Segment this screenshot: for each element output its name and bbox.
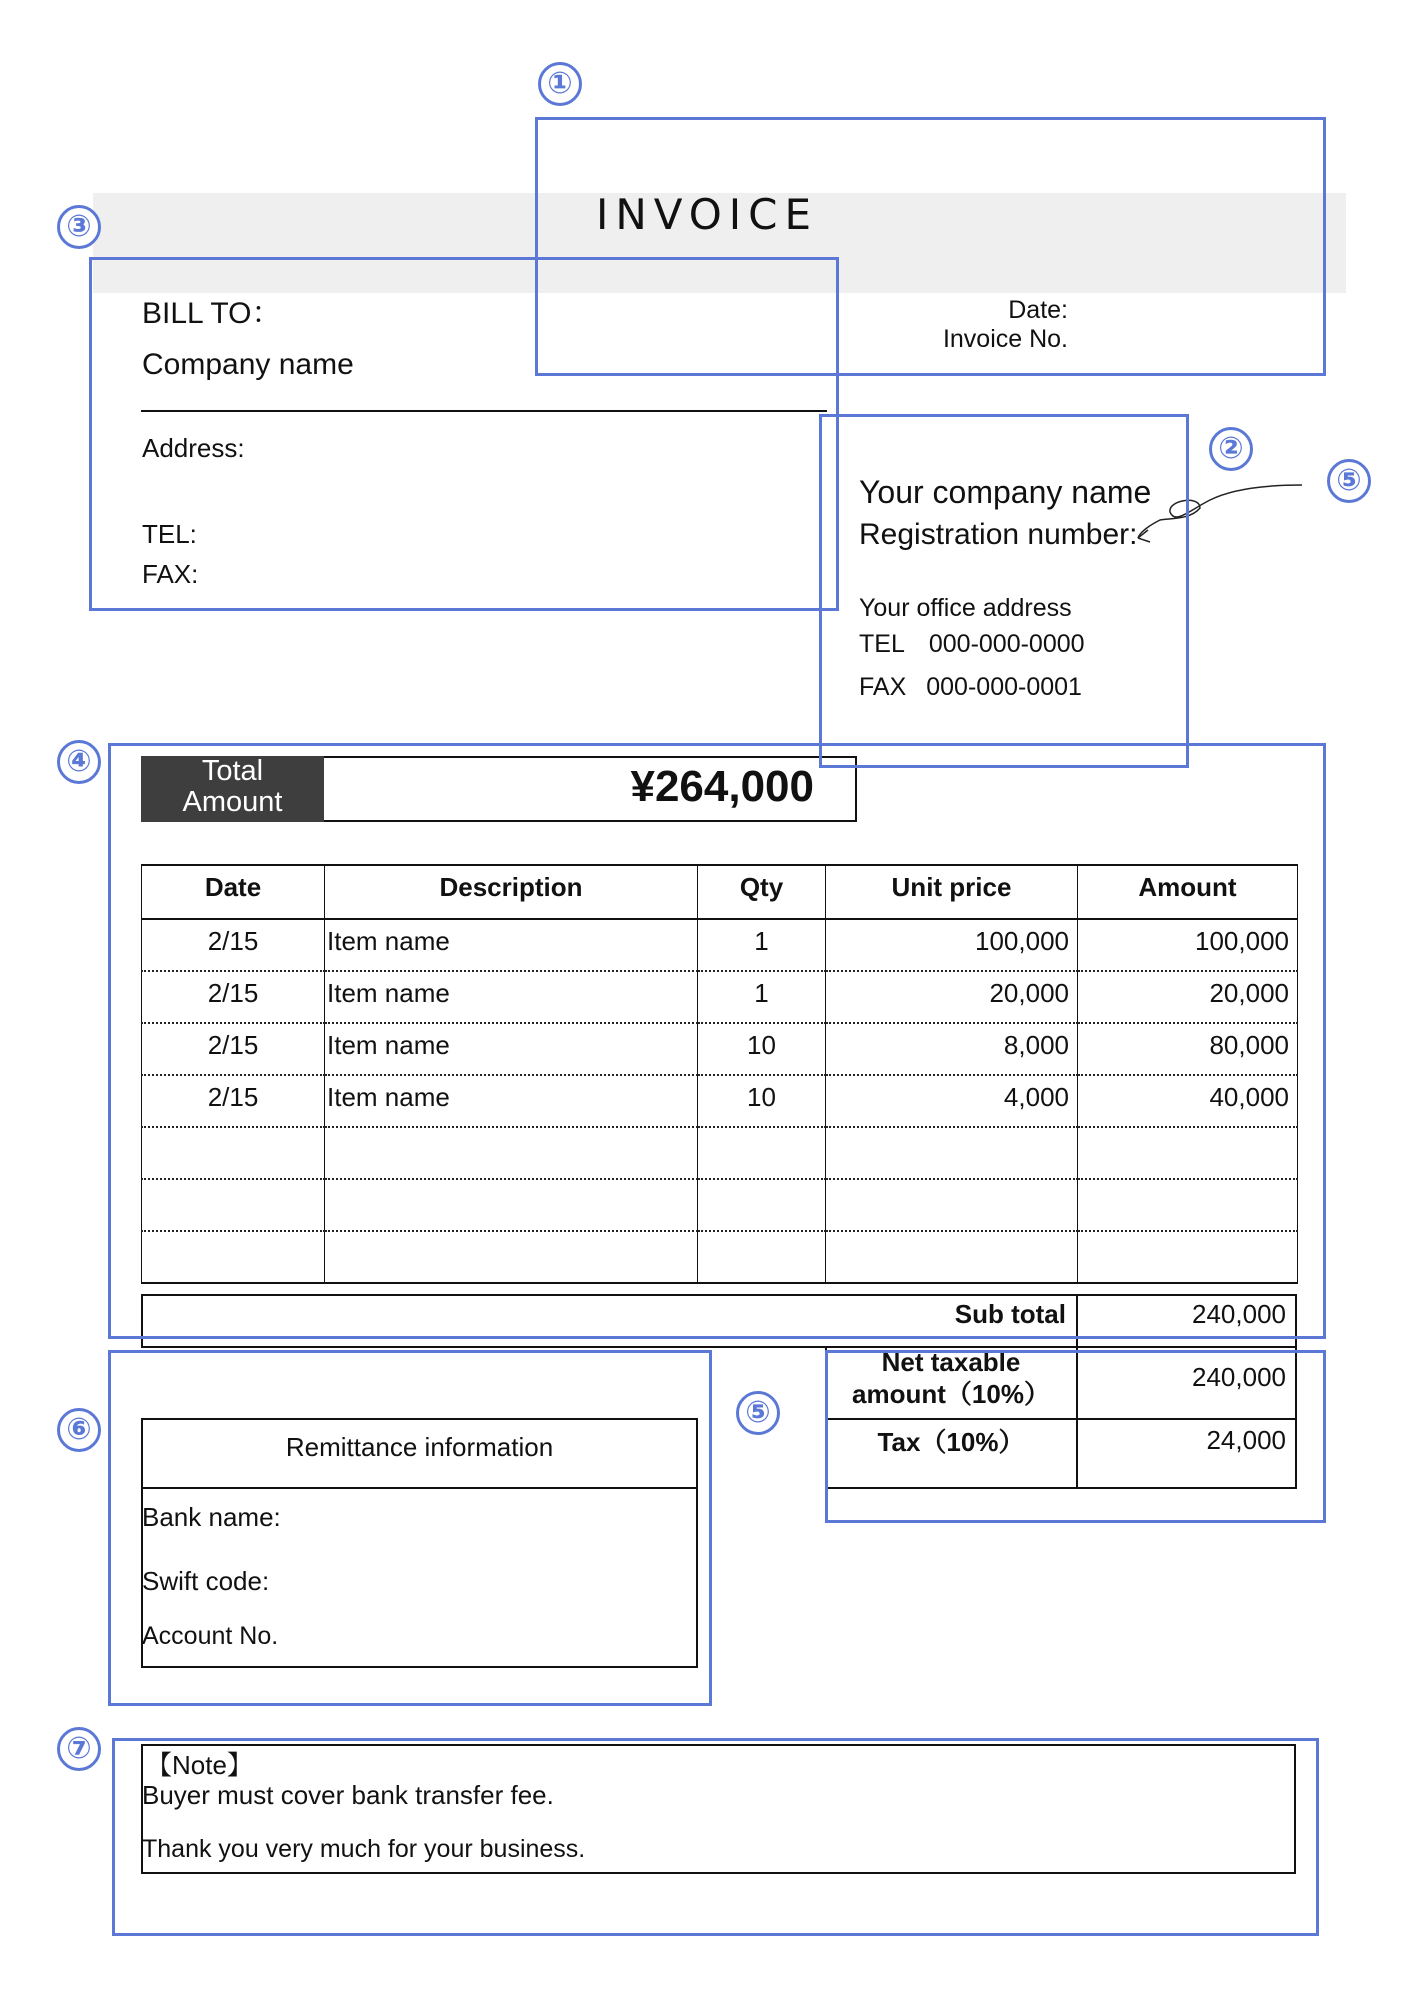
- annotation-number-7-icon: ⑦: [57, 1727, 101, 1771]
- cell-amount: 100,000: [1078, 919, 1298, 971]
- fax-value: 000-000-0001: [926, 673, 1082, 701]
- subtotal-value: 240,000: [1192, 1299, 1286, 1329]
- cell-unit-price: 20,000: [826, 971, 1078, 1023]
- cell-qty: 1: [698, 919, 826, 971]
- col-amount: Amount: [1078, 865, 1298, 919]
- bill-to-company: Company name: [142, 348, 354, 381]
- cell-amount: 80,000: [1078, 1023, 1298, 1075]
- issuer-address: Your office address: [859, 594, 1072, 622]
- cell-unit-price: 4,000: [826, 1075, 1078, 1127]
- annotation-box-2: [819, 414, 1189, 768]
- annotation-number-1-icon: ①: [538, 62, 582, 106]
- note-line-1: Buyer must cover bank transfer fee.: [142, 1780, 554, 1810]
- cell-qty: 10: [698, 1023, 826, 1075]
- note-title: 【Note】: [146, 1750, 253, 1780]
- cell-date: 2/15: [142, 919, 325, 971]
- bill-to-tel: TEL:: [142, 519, 197, 549]
- cell-date: 2/15: [142, 1023, 325, 1075]
- cell-date: 2/15: [142, 971, 325, 1023]
- cell-unit-price: 100,000: [826, 919, 1078, 971]
- col-unit-price: Unit price: [826, 865, 1078, 919]
- annotation-number-3-icon: ③: [57, 205, 101, 249]
- tax-label: Tax（10%）: [877, 1427, 1025, 1457]
- cell-description: Item name: [325, 919, 698, 971]
- fax-label: FAX: [859, 673, 907, 701]
- swift-code-label: Swift code:: [142, 1566, 270, 1596]
- bill-to-label: BILL TO：: [142, 297, 282, 330]
- subtotal-label: Sub total: [954, 1299, 1066, 1329]
- bill-to-fax: FAX:: [142, 559, 199, 589]
- cell-description: Item name: [325, 1023, 698, 1075]
- note-line-2: Thank you very much for your business.: [142, 1835, 586, 1863]
- tel-value: 000-000-0000: [928, 630, 1085, 658]
- annotation-number-4-icon: ④: [57, 740, 101, 784]
- annotation-box-4: [108, 743, 1326, 1339]
- cell-description: Item name: [325, 1075, 698, 1127]
- annotation-number-5a-icon: ⑤: [1327, 459, 1371, 503]
- col-qty: Qty: [698, 865, 826, 919]
- col-date: Date: [142, 865, 325, 919]
- cell-amount: 40,000: [1078, 1075, 1298, 1127]
- annotation-box-3: [89, 257, 839, 611]
- issuer-registration: Registration number:: [859, 518, 1138, 551]
- cell-amount: 20,000: [1078, 971, 1298, 1023]
- annotation-box-7: [112, 1738, 1319, 1936]
- date-label: Date:: [1008, 296, 1068, 324]
- annotation-number-6-icon: ⑥: [57, 1408, 101, 1452]
- total-label-1: Total: [201, 755, 264, 787]
- total-amount-value: ¥264,000: [630, 762, 814, 811]
- cell-unit-price: 8,000: [826, 1023, 1078, 1075]
- annotation-number-5b-icon: ⑤: [736, 1391, 780, 1435]
- annotation-box-6: [108, 1350, 712, 1706]
- net-taxable-label-1: Net taxable: [881, 1347, 1021, 1377]
- remittance-title: Remittance information: [285, 1432, 554, 1462]
- col-description: Description: [325, 865, 698, 919]
- invoice-no-label: Invoice No.: [942, 325, 1068, 353]
- tax-value: 24,000: [1206, 1425, 1286, 1455]
- bill-to-address: Address:: [142, 433, 245, 463]
- account-no-label: Account No.: [142, 1622, 279, 1650]
- cell-date: 2/15: [142, 1075, 325, 1127]
- net-taxable-value: 240,000: [1192, 1362, 1286, 1392]
- annotation-box-5: [825, 1350, 1326, 1523]
- invoice-title: INVOICE: [595, 190, 819, 239]
- bank-name-label: Bank name:: [142, 1502, 281, 1532]
- issuer-company: Your company name: [859, 474, 1152, 510]
- cell-qty: 10: [698, 1075, 826, 1127]
- total-label-2: Amount: [182, 786, 283, 818]
- cell-qty: 1: [698, 971, 826, 1023]
- cell-description: Item name: [325, 971, 698, 1023]
- net-taxable-label-2: amount（10%）: [852, 1379, 1050, 1409]
- tel-label: TEL: [859, 630, 905, 658]
- annotation-number-2-icon: ②: [1209, 427, 1253, 471]
